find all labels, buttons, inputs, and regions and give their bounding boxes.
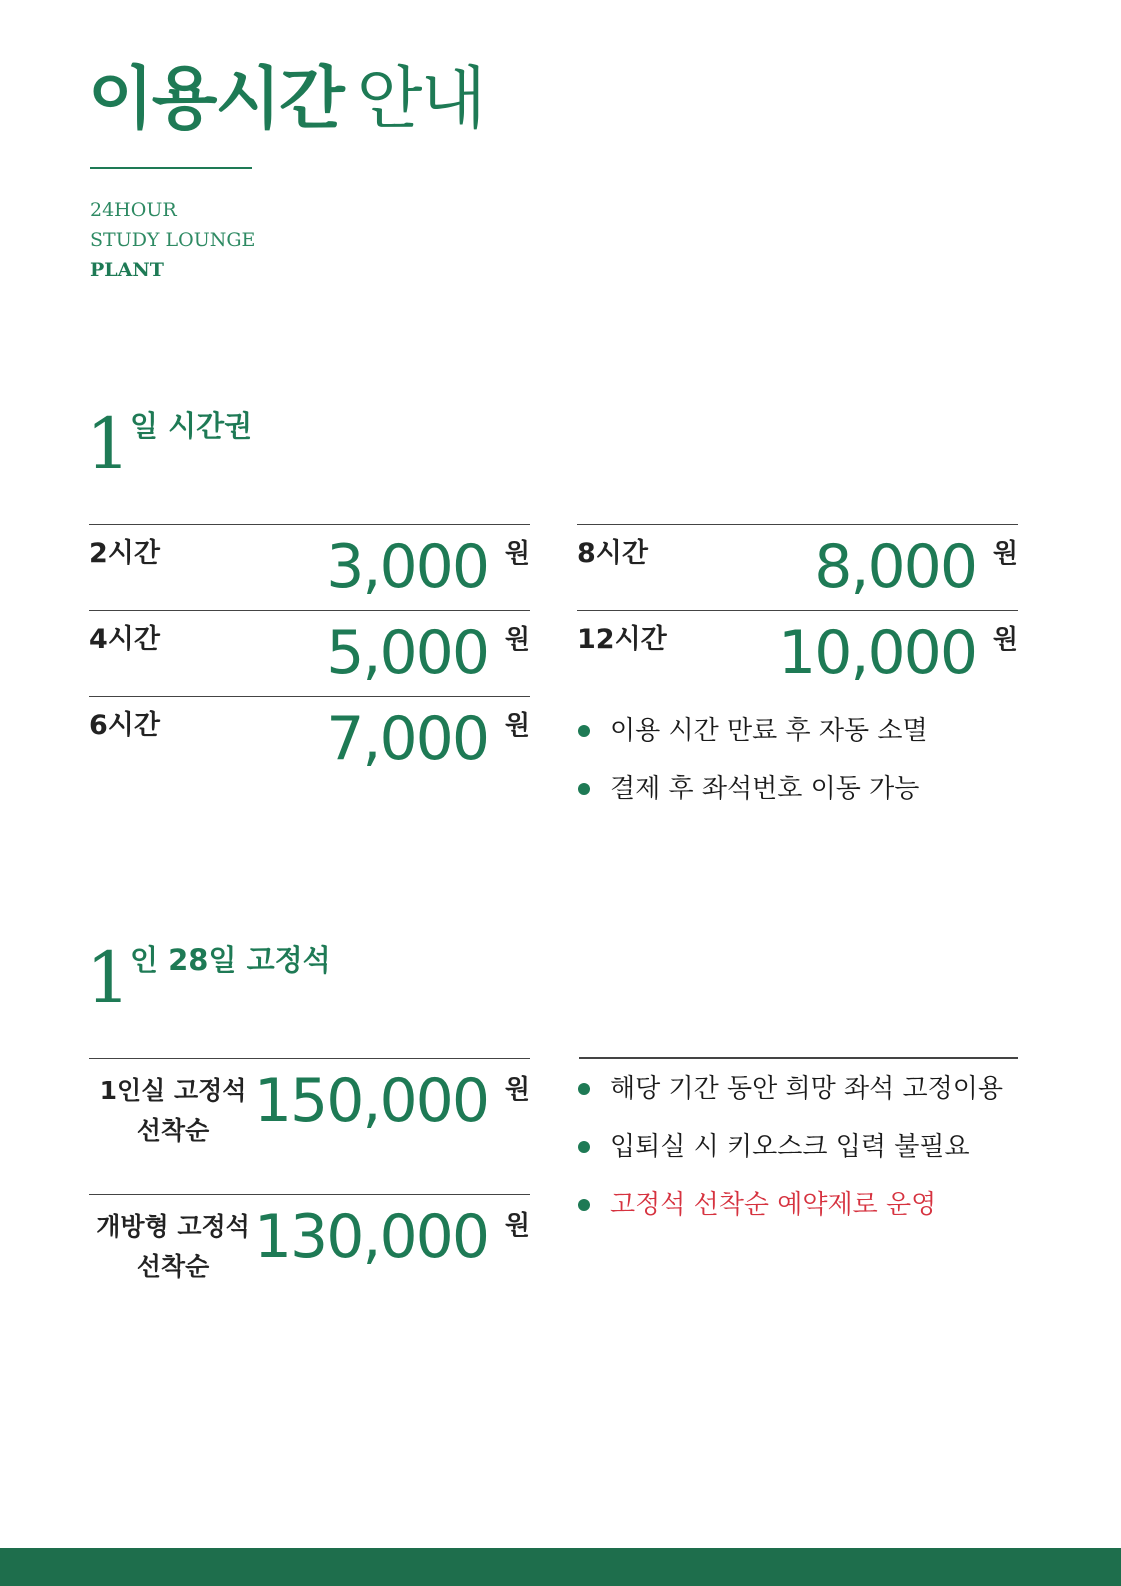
duration-label: 2시간: [89, 538, 160, 569]
bullet-icon: [578, 1199, 590, 1211]
section1-notes: [578, 714, 928, 830]
price-value: 7,000: [326, 704, 488, 774]
note-item: [578, 772, 928, 806]
note-item: [578, 1130, 1003, 1164]
section2-number: 1: [86, 937, 131, 1019]
brand-block: [90, 195, 255, 285]
price-row: [89, 524, 530, 611]
seat-type-note: 선착순: [136, 1252, 210, 1281]
seat-type-name: 개방형 고정석: [96, 1212, 250, 1241]
currency-unit: 원: [504, 1211, 530, 1241]
title-bold: 이용시간: [88, 60, 343, 139]
bullet-icon: [578, 725, 590, 737]
duration-label: 6시간: [89, 710, 160, 741]
currency-unit: 원: [504, 1075, 530, 1105]
note-item: [578, 1072, 1003, 1106]
note-text: 입퇴실 시 키오스크 입력 불필요: [610, 1132, 970, 1162]
page-title: [88, 60, 484, 140]
seat-type-label: [89, 1071, 257, 1151]
price-value: 5,000: [326, 618, 488, 688]
bullet-icon: [578, 1083, 590, 1095]
section2-notes: [578, 1072, 1003, 1246]
title-light: 안내: [356, 60, 485, 139]
section2-label: 인 28일 고정석: [130, 943, 331, 977]
duration-label: 8시간: [577, 538, 648, 569]
title-underline: [90, 167, 252, 169]
price-row: [89, 696, 530, 783]
price-row: [577, 610, 1018, 697]
currency-unit: 원: [504, 625, 530, 655]
duration-label: 4시간: [89, 624, 160, 655]
section1-number: 1: [86, 403, 131, 485]
seat-type-note: 선착순: [136, 1116, 210, 1145]
seat-type-name: 1인실 고정석: [99, 1076, 247, 1105]
seat-price-row: [89, 1194, 530, 1331]
note-item: [578, 714, 928, 748]
price-value: 150,000: [253, 1066, 488, 1136]
brand-line: STUDY LOUNGE: [90, 229, 256, 251]
price-row: [577, 524, 1018, 611]
note-item-warning: [578, 1188, 1003, 1222]
footer-bar: [0, 1548, 1121, 1586]
warning-text: 고정석 선착순 예약제로 운영: [610, 1190, 937, 1220]
price-row: [89, 610, 530, 697]
currency-unit: 원: [992, 625, 1018, 655]
notes-divider: [579, 1057, 1018, 1059]
brand-line: 24HOUR: [90, 199, 177, 221]
currency-unit: 원: [504, 539, 530, 569]
seat-type-label: [89, 1207, 257, 1287]
seat-price-row: [89, 1058, 530, 1195]
note-text: 결제 후 좌석번호 이동 가능: [610, 774, 920, 804]
currency-unit: 원: [992, 539, 1018, 569]
duration-label: 12시간: [577, 624, 667, 655]
note-text: 이용 시간 만료 후 자동 소멸: [610, 716, 928, 746]
section1-label: 일 시간권: [130, 409, 253, 443]
price-value: 8,000: [814, 532, 976, 602]
price-value: 3,000: [326, 532, 488, 602]
currency-unit: 원: [504, 711, 530, 741]
bullet-icon: [578, 783, 590, 795]
price-value: 130,000: [253, 1202, 488, 1272]
brand-name: PLANT: [90, 259, 164, 281]
price-value: 10,000: [778, 618, 976, 688]
note-text: 해당 기간 동안 희망 좌석 고정이용: [610, 1074, 1003, 1104]
bullet-icon: [578, 1141, 590, 1153]
